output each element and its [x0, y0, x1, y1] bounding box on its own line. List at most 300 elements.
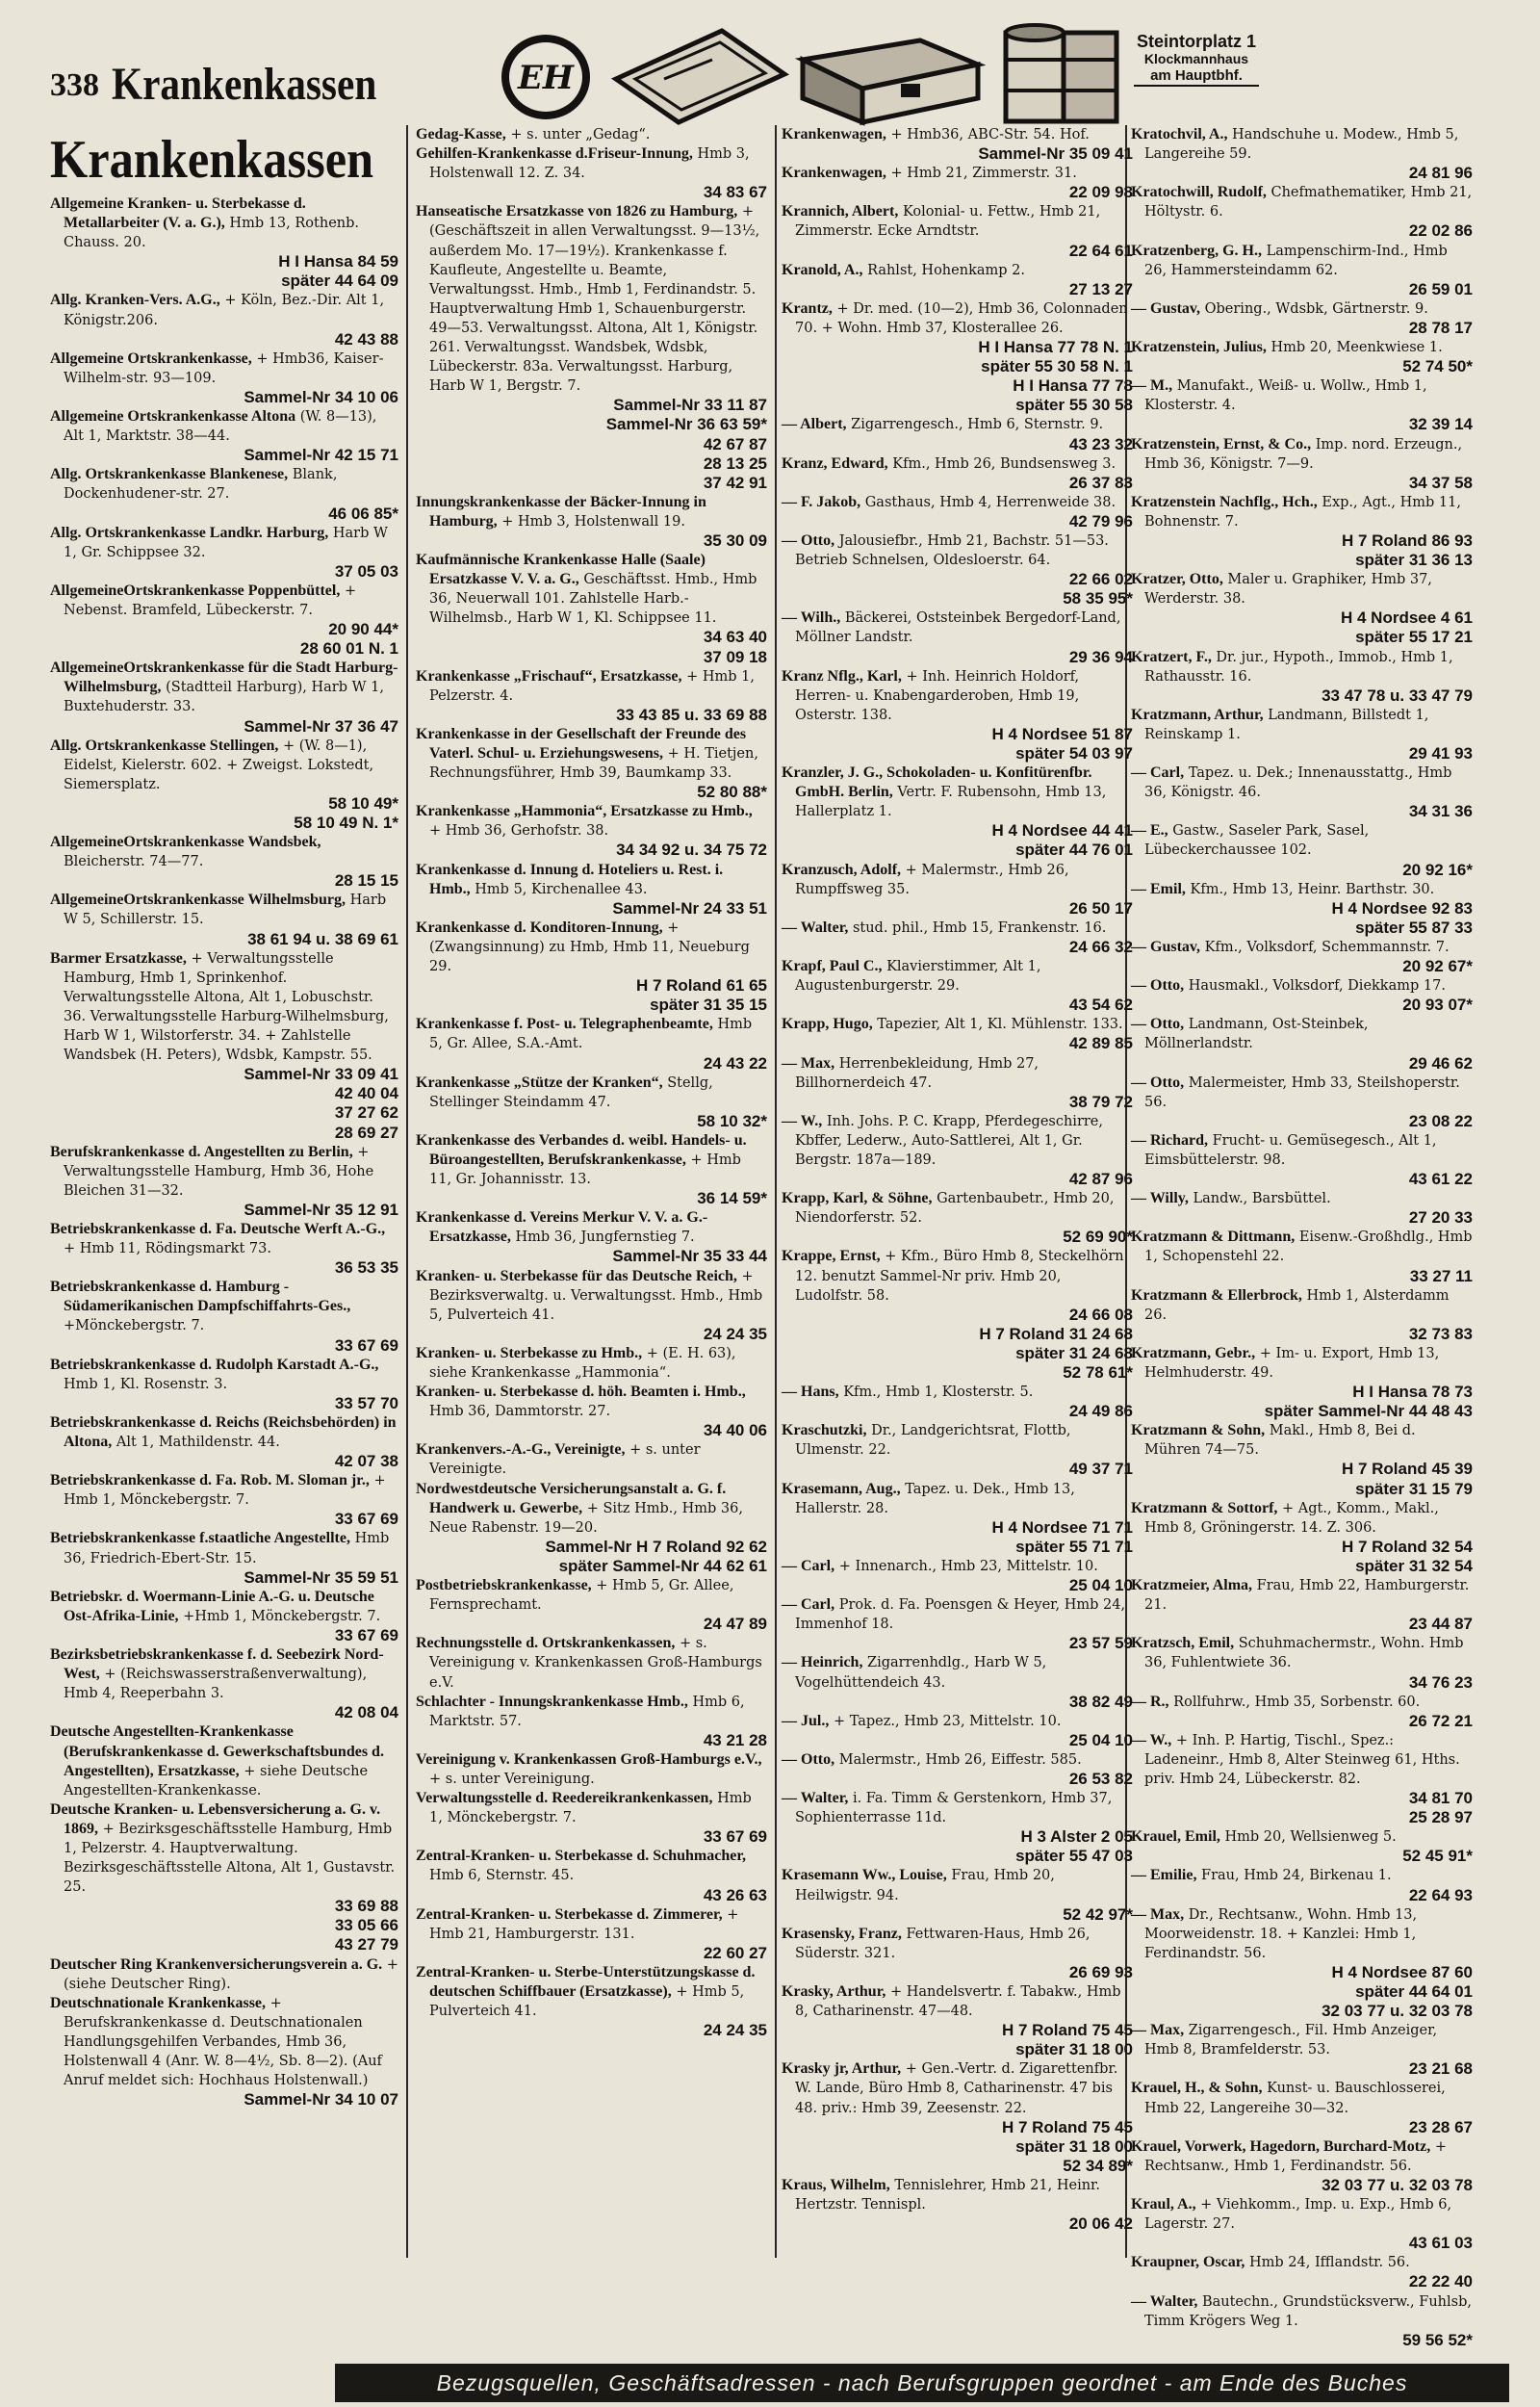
phone-number: 20 90 44* — [328, 620, 398, 639]
directory-entry — [782, 454, 1133, 493]
phone-number: 43 61 03 — [1408, 2234, 1473, 2253]
entry-details: + Hmb36, ABC-Str. 54. Hof. — [890, 127, 1090, 142]
directory-entry — [1131, 183, 1473, 241]
entry-name: Kraus, Wilhelm, — [782, 2176, 890, 2193]
directory-entry — [50, 659, 398, 736]
directory-entry — [1131, 880, 1473, 938]
phone-number: 24 24 35 — [703, 2021, 767, 2040]
directory-entry — [1131, 2292, 1473, 2350]
directory-entry — [782, 1189, 1133, 1247]
entry-details: Tapez. u. Dek., Hmb 13, Hallerstr. 28. — [795, 1481, 1075, 1516]
phone-number: 42 79 96 — [1068, 511, 1133, 531]
phone-number: 35 30 09 — [703, 531, 767, 550]
entry-name: — Otto, — [1131, 977, 1185, 995]
entry-details: + Hmb 21, Hamburgerstr. 131. — [429, 1906, 739, 1942]
entry-name: — Jul., — [782, 1712, 830, 1729]
address-block — [1134, 33, 1259, 87]
entry-details: Hmb 13, Rothenb. Chauss. 20. — [64, 216, 359, 251]
directory-entry — [1131, 1693, 1473, 1731]
phone-number: 26 50 17 — [1068, 898, 1133, 918]
phone-number: 33 43 85 u. 33 69 88 — [616, 705, 767, 724]
phone-number: H 4 Nordsee 51 87 — [991, 724, 1133, 743]
phone-number: 42 89 85 — [1068, 1034, 1133, 1053]
entry-details: + (Reichswasserstraßenverwaltung), Hmb 4, Reeperbahn 3. — [64, 1667, 368, 1702]
directory-entry — [1131, 1189, 1473, 1228]
phone-number: 42 08 04 — [334, 1703, 398, 1722]
entry-name: Allgemeine Ortskrankenkasse Altona — [50, 408, 296, 426]
phone-number: 43 26 63 — [703, 1885, 767, 1904]
entry-details: Kunst- u. Bauschlosserei, Hmb 22, Langereihe 30—32. — [1144, 2081, 1446, 2116]
phone-number: Sammel-Nr 37 36 47 — [244, 716, 398, 736]
entry-name: Kraschutzki, — [782, 1422, 867, 1439]
directory-entry — [50, 1588, 398, 1645]
phone-number: H 3 Alster 2 05 — [1020, 1827, 1133, 1847]
entry-name: Rechnungsstelle d. Ortskrankenkassen, — [416, 1635, 676, 1652]
directory-entry — [1131, 938, 1473, 976]
entry-details: (Stadtteil Harburg), Harb W 1, Buxtehuderstr. 33. — [64, 680, 384, 715]
phone-number: H 4 Nordsee 44 41 — [991, 821, 1133, 841]
phone-number: 37 09 18 — [703, 647, 767, 666]
phone-number: später 31 18 00 — [1015, 2040, 1133, 2059]
entry-name: — Gustav, — [1131, 299, 1201, 317]
entry-name: Krapp, Karl, & Söhne, — [782, 1190, 933, 1207]
phone-number: später 31 32 54 — [1355, 1556, 1473, 1575]
directory-entry — [1131, 1866, 1473, 1904]
entry-name: Krankenvers.-A.-G., Vereinigte, — [416, 1441, 626, 1459]
directory-entry — [50, 349, 398, 407]
entry-details: + Hmb 3, Holstenwall 19. — [501, 513, 685, 530]
entry-details: Hmb 3, Holstenwall 12. Z. 34. — [429, 146, 750, 182]
directory-entry — [416, 725, 767, 802]
entry-details: Frucht- u. Gemüsegesch., Alt 1, Eimsbüttelerstr. 98. — [1144, 1132, 1437, 1168]
entry-name: Kratzenstein, Ernst, & Co., — [1131, 435, 1312, 453]
directory-entry — [782, 1925, 1133, 1982]
entry-details: + Sitz Hmb., Hmb 36, Neue Rabenstr. 19—20. — [429, 1500, 743, 1536]
directory-entry — [782, 1595, 1133, 1653]
directory-entry — [416, 202, 767, 492]
phone-number: 20 06 42 — [1068, 2214, 1133, 2234]
directory-entry — [782, 1247, 1133, 1383]
entry-details: +Mönckebergstr. 7. — [64, 1318, 205, 1334]
phone-number: 43 21 28 — [703, 1730, 767, 1749]
entry-name: Kaufmännische Krankenkasse Halle (Saale) Ersatzkasse V. V. a. G., — [416, 552, 706, 588]
directory-entry — [1131, 1499, 1473, 1576]
phone-number: 22 02 86 — [1408, 221, 1473, 241]
entry-details: Manufakt., Weiß- u. Wollw., Hmb 1, Klosterstr. 4. — [1144, 378, 1427, 414]
directory-columns — [50, 125, 1513, 2349]
directory-entry — [50, 524, 398, 582]
phone-number: H I Hansa 84 59 — [278, 252, 398, 272]
phone-number: 28 15 15 — [334, 871, 398, 891]
directory-entry — [1131, 1074, 1473, 1131]
entry-details: + Nebenst. Bramfeld, Lübeckerstr. 7. — [64, 582, 357, 618]
entry-details: Obering., Wdsbk, Gärtnerstr. 9. — [1204, 300, 1428, 317]
entry-details: Hmb 5, Kirchenallee 43. — [475, 881, 648, 897]
entry-details: + Innenarch., Hmb 23, Mittelstr. 10. — [838, 1558, 1098, 1574]
entry-details: Kfm., Hmb 26, Bundsensweg 3. — [892, 455, 1116, 472]
phone-number: 37 42 91 — [703, 473, 767, 492]
phone-number: 52 45 91* — [1402, 1847, 1473, 1866]
entry-details: Klavierstimmer, Alt 1, Augustenburgerstr. 29. — [795, 959, 1041, 995]
phone-number: später 31 15 79 — [1355, 1479, 1473, 1498]
phone-number: später 31 18 00 — [1015, 2136, 1133, 2156]
phone-number: später 44 64 01 — [1355, 1982, 1473, 2001]
phone-number: 38 82 49 — [1068, 1692, 1133, 1711]
entry-name: — Albert, — [782, 416, 847, 433]
entry-name: — Walter, — [1131, 2292, 1198, 2310]
entry-name: Krankenkasse in der Gesellschaft der Freunde des Vaterl. Schul- u. Erziehungswesens, — [416, 725, 747, 762]
entry-name: Krasensky, Franz, — [782, 1925, 902, 1942]
section-heading: Krankenkassen — [50, 130, 374, 190]
directory-entry — [782, 493, 1133, 531]
entry-name: Krasemann Ww., Louise, — [782, 1867, 947, 1884]
entry-details: Dr., Rechtsanw., Wohn. Hmb 13, Moorweidenstr. 18. + Kanzlei: Hmb 1, Ferdinandstr. 56. — [1144, 1906, 1418, 1961]
entry-name: Kratzmann & Dittmann, — [1131, 1229, 1296, 1246]
entry-name: Krankenkasse f. Post- u. Telegraphenbeamte, — [416, 1016, 713, 1033]
entry-details: + (Geschäftszeit in allen Verwaltungsst. 9—13½, außerdem Mo. 17—19½). Krankenkasse f. Kaufleute, Angestellte u. Beamte, Verwaltungsst. Hmb., Hmb 1, Ferdinandstr. 5. Hauptverwaltung Hmb 1, Schauenburgerstr. 49—53. Verwaltungsst. Altona, Alt 1, Königstr. 261. Verwaltungsst. Wandsbek, Wdsbk, Lübeckerstr. 83a. Verwaltungsst. Harburg, Harb W 1, Bergstr. 7. — [429, 204, 760, 395]
entry-details: Hmb 36, Friedrich-Ebert-Str. 15. — [64, 1531, 390, 1566]
directory-entry — [416, 1750, 767, 1789]
directory-entry — [50, 291, 398, 349]
entry-details: Zigarrengesch., Fil. Hmb Anzeiger, Hmb 8, Bramfelderstr. 53. — [1144, 2023, 1438, 2058]
entry-details: i. Fa. Timm & Gerstenkorn, Hmb 37, Sophienterrasse 11d. — [795, 1791, 1113, 1826]
column-divider — [406, 125, 408, 2258]
entry-name: Krankenwagen, — [782, 165, 886, 182]
phone-number: 34 40 06 — [703, 1421, 767, 1440]
phone-number: H 7 Roland 61 65 — [635, 976, 767, 996]
phone-number: 52 74 50* — [1402, 357, 1473, 376]
phone-number: 34 31 36 — [1408, 802, 1473, 821]
address-line-3: am Hauptbhf. — [1134, 67, 1259, 87]
entry-name: Kratzenstein, Julius, — [1131, 339, 1267, 356]
directory-entry — [416, 802, 767, 860]
phone-number: 42 07 38 — [334, 1452, 398, 1471]
eh-logo-icon — [493, 29, 599, 125]
directory-entry — [782, 1866, 1133, 1924]
directory-entry — [416, 1693, 767, 1750]
entry-details: Hausmakl., Volksdorf, Diekkamp 17. — [1188, 978, 1446, 995]
entry-name: Kranken- u. Sterbekasse für das Deutsche Reich, — [416, 1267, 737, 1284]
phone-number: 27 13 27 — [1068, 279, 1133, 298]
entry-name: Betriebskrankenkasse d. Fa. Rob. M. Sloman jr., — [50, 1472, 370, 1489]
phone-number: 58 10 49 N. 1* — [294, 814, 398, 832]
entry-details: + Dr. med. (10—2), Hmb 36, Colonnaden 70. + Wohn. Hmb 37, Klosterallee 26. — [795, 300, 1128, 336]
entry-name: Schlachter - Innungskrankenkasse Hmb., — [416, 1693, 688, 1710]
entry-details: Zigarrengesch., Hmb 6, Sternstr. 9. — [851, 417, 1104, 433]
phone-number: 33 67 69 — [703, 1827, 767, 1847]
phone-number: 58 35 95* — [1063, 589, 1133, 608]
directory-entry — [50, 1143, 398, 1220]
directory-entry — [1131, 1731, 1473, 1827]
entry-details: Landmann, Ost-Steinbek, Möllnerlandstr. — [1144, 1017, 1369, 1052]
phone-number: 22 22 40 — [1408, 2272, 1473, 2291]
directory-entry — [50, 1220, 398, 1278]
entry-name: Gehilfen-Krankenkasse d.Friseur-Innung, — [416, 145, 693, 163]
entry-name: Krauel, Emil, — [1131, 1828, 1220, 1846]
address-line-1: Steintorplatz 1 — [1136, 32, 1256, 51]
entry-name: Kratzenstein Nachflg., Hch., — [1131, 493, 1318, 510]
phone-number: H 7 Roland 32 54 — [1341, 1537, 1473, 1556]
entry-name: Allg. Ortskrankenkasse Stellingen, — [50, 737, 279, 754]
entry-details: Harb W 1, Gr. Schippsee 32. — [64, 525, 388, 560]
entry-details: + Hmb 36, Gerhofstr. 38. — [429, 823, 609, 840]
entry-details: Bautechn., Grundstücksverw., Fuhlsb, Timm Krögers Weg 1. — [1144, 2293, 1472, 2329]
phone-number: Sammel-Nr 24 33 51 — [612, 898, 767, 918]
phone-number: 42 67 87 — [703, 434, 767, 453]
directory-entry — [782, 957, 1133, 1015]
entry-details: Hmb 20, Wellsienweg 5. — [1224, 1829, 1397, 1846]
phone-number: 28 78 17 — [1408, 318, 1473, 337]
entry-name: Bezirksbetriebskrankenkasse f. d. Seebezirk Nord-West, — [50, 1646, 384, 1683]
directory-entry — [1131, 1421, 1473, 1498]
phone-number: später 44 76 01 — [1015, 841, 1133, 860]
entry-details: Dr., Landgerichtsrat, Flottb, Ulmenstr. 22. — [795, 1423, 1071, 1459]
directory-entry — [782, 261, 1133, 299]
entry-details: Malermstr., Hmb 26, Eiffestr. 585. — [838, 1751, 1082, 1768]
entry-name: Krankenkasse d. Vereins Merkur V. V. a. G.-Ersatzkasse, — [416, 1209, 708, 1246]
phone-number: 43 27 79 — [334, 1935, 398, 1954]
entry-details: + Hmb 21, Zimmerstr. 31. — [890, 166, 1077, 182]
entry-details: Hmb 5, Gr. Allee, S.A.-Amt. — [429, 1017, 753, 1052]
phone-number: 26 53 82 — [1068, 1769, 1133, 1788]
entry-name: Betriebskr. d. Woermann-Linie A.-G. u. Deutsche Ost-Afrika-Linie, — [50, 1588, 374, 1624]
entry-details: Vertr. F. Rubensohn, Hmb 13, Hallerplatz 1. — [795, 785, 1107, 820]
entry-name: Allgemeine Ortskrankenkasse, — [50, 349, 252, 367]
phone-number: Sammel-Nr 35 59 51 — [244, 1567, 398, 1587]
phone-number: 42 43 88 — [334, 329, 398, 349]
directory-entry — [416, 1074, 767, 1131]
phone-number: 34 76 23 — [1408, 1672, 1473, 1692]
entry-details: Gartenbaubetr., Hmb 20, Niendorferstr. 52. — [795, 1191, 1115, 1227]
phone-number: Sammel-Nr 35 33 44 — [612, 1247, 767, 1266]
phone-number: 33 05 66 — [334, 1916, 398, 1935]
entry-details: +Hmb 1, Mönckebergstr. 7. — [183, 1608, 381, 1624]
phone-number: 25 28 97 — [1408, 1808, 1473, 1827]
briefcase-open-icon — [606, 21, 789, 127]
entry-name: — Max, — [1131, 2022, 1185, 2039]
phone-number: 33 67 69 — [334, 1335, 398, 1355]
entry-name: Krapp, Hugo, — [782, 1016, 873, 1033]
entry-name: Krauel, H., & Sohn, — [1131, 2080, 1263, 2097]
directory-entry — [782, 919, 1133, 957]
directory-entry — [782, 2176, 1133, 2234]
entry-details: Jalousiefbr., Hmb 21, Bachstr. 51—53. Betrieb Schnelsen, Oldesloerstr. 64. — [795, 532, 1109, 569]
directory-entry — [416, 1963, 767, 2040]
entry-details: + Hmb 1, Mönckebergstr. 7. — [64, 1473, 386, 1509]
directory-entry — [416, 919, 767, 1015]
entry-details: Imp. nord. Erzeugn., Hmb 36, Königstr. 7—9. — [1144, 436, 1463, 472]
directory-entry — [50, 1471, 398, 1529]
entry-name: — Emil, — [1131, 880, 1186, 897]
entry-name: — Walter, — [782, 1790, 849, 1807]
phone-number: später 55 17 21 — [1355, 628, 1473, 647]
entry-details: Maler u. Graphiker, Hmb 37, Werderstr. 38. — [1144, 572, 1432, 608]
entry-details: Landw., Barsbüttel. — [1193, 1191, 1331, 1207]
directory-entry — [416, 1576, 767, 1634]
entry-name: — Gustav, — [1131, 938, 1201, 955]
phone-number: 33 57 70 — [334, 1393, 398, 1412]
directory-entry — [416, 1905, 767, 1963]
directory-entry — [1131, 2137, 1473, 2195]
directory-entry — [1131, 338, 1473, 376]
directory-entry — [50, 1800, 398, 1955]
directory-entry — [782, 125, 1133, 164]
directory-entry — [1131, 1015, 1473, 1073]
entry-name: Krapf, Paul C., — [782, 958, 883, 975]
directory-entry — [782, 1982, 1133, 2059]
phone-number: H 4 Nordsee 87 60 — [1331, 1962, 1473, 1981]
phone-number: 22 64 61 — [1068, 241, 1133, 260]
directory-entry — [782, 1712, 1133, 1750]
phone-number: H I Hansa 77 78 N. 1 — [978, 338, 1133, 357]
entry-details: + Hmb 1, Pelzerstr. 4. — [429, 668, 755, 704]
entry-details: Hmb 20, Meenkwiese 1. — [1270, 340, 1443, 356]
entry-name: Deutschnationale Krankenkasse, — [50, 1994, 267, 2011]
directory-entry — [416, 551, 767, 667]
entry-details: Herrenbekleidung, Hmb 27, Billhornerdeich 47. — [795, 1055, 1040, 1091]
entry-name: Kratzmann & Sohn, — [1131, 1422, 1266, 1439]
entry-name: AllgemeineOrtskrankenkasse Wilhelmsburg, — [50, 892, 346, 909]
directory-entry — [50, 1722, 398, 1799]
phone-number: 24 81 96 — [1408, 164, 1473, 183]
directory-entry — [416, 144, 767, 202]
phone-number: Sammel-Nr 34 10 07 — [244, 2090, 398, 2109]
entry-details: Rollfuhrw., Hmb 35, Sorbenstr. 60. — [1173, 1694, 1421, 1710]
directory-entry — [50, 737, 398, 833]
entry-details: + Verwaltungsstelle Hamburg, Hmb 36, Hohe Bleichen 31—32. — [64, 1144, 374, 1199]
entry-name: Verwaltungsstelle d. Reedereikrankenkassen, — [416, 1790, 713, 1807]
entry-details: Frau, Hmb 24, Birkenau 1. — [1201, 1868, 1392, 1884]
phone-number: 43 61 22 — [1408, 1170, 1473, 1189]
directory-entry — [416, 1480, 767, 1576]
directory-entry — [1131, 299, 1473, 338]
phone-number: 23 21 68 — [1408, 2059, 1473, 2079]
directory-entry — [1131, 1131, 1473, 1189]
entry-details: Alt 1, Mathildenstr. 44. — [116, 1435, 280, 1450]
footer-text: Bezugsquellen, Geschäftsadressen - nach Berufsgruppen geordnet - am Ende des Buches — [436, 2369, 1408, 2395]
entry-name: — F. Jakob, — [782, 493, 861, 510]
phone-number: H I Hansa 78 73 — [1352, 1383, 1473, 1402]
phone-number: später 54 03 97 — [1015, 744, 1133, 763]
phone-number: H 7 Roland 45 39 — [1341, 1460, 1473, 1479]
phone-number: 32 03 77 u. 32 03 78 — [1322, 2002, 1473, 2021]
entry-name: Betriebskrankenkasse d. Reichs (Reichsbehörden) in Altona, — [50, 1413, 397, 1450]
entry-name: Hanseatische Ersatzkasse von 1826 zu Hamburg, — [416, 203, 738, 220]
entry-name: Kratzmeier, Alma, — [1131, 1577, 1253, 1594]
entry-details: Hmb 1, Mönckebergstr. 7. — [429, 1791, 752, 1826]
directory-entry — [1131, 764, 1473, 821]
directory-entry — [782, 202, 1133, 260]
directory-entry — [782, 1557, 1133, 1595]
entry-name: Krasky, Arthur, — [782, 1983, 886, 2000]
entry-details: Fettwaren-Haus, Hmb 26, Süderstr. 321. — [795, 1926, 1091, 1961]
directory-entry — [50, 891, 398, 948]
entry-name: Krankenkasse des Verbandes d. weibl. Handels- u. Büroangestellten, Berufskrankenkasse, — [416, 1131, 747, 1168]
directory-entry — [1131, 1905, 1473, 2022]
phone-number: 49 37 71 — [1068, 1460, 1133, 1479]
directory-entry — [782, 531, 1133, 608]
phone-number: 33 67 69 — [334, 1625, 398, 1644]
phone-number: 22 64 93 — [1408, 1885, 1473, 1904]
entry-details: Tapez. u. Dek.; Innenausstattg., Hmb 36, Königstr. 46. — [1144, 765, 1452, 801]
directory-entry — [1131, 2253, 1473, 2291]
phone-number: 29 41 93 — [1408, 744, 1473, 763]
directory-entry — [416, 1634, 767, 1692]
phone-number: später 44 64 09 — [281, 272, 398, 291]
phone-number: 20 93 07* — [1402, 996, 1473, 1015]
entry-details: Hmb 36, Jungfernstieg 7. — [515, 1229, 695, 1246]
entry-details: + Hmb 5, Gr. Allee, Fernsprechamt. — [429, 1578, 734, 1614]
entry-name: Deutscher Ring Krankenversicherungsverein a. G. — [50, 1955, 383, 1973]
phone-number: H I Hansa 77 78 — [1013, 376, 1133, 396]
phone-number: 52 69 90* — [1063, 1228, 1133, 1247]
entry-name: Krantz, — [782, 299, 833, 317]
page-header — [0, 0, 1540, 125]
phone-number: Sammel-Nr 34 10 06 — [244, 387, 398, 406]
directory-entry — [416, 1383, 767, 1440]
phone-number: 24 49 86 — [1068, 1402, 1133, 1421]
column-divider — [775, 125, 777, 2258]
phone-number: 34 37 58 — [1408, 473, 1473, 492]
directory-entry — [1131, 1286, 1473, 1344]
entry-details: + Hmb 11, Rödingsmarkt 73. — [64, 1241, 271, 1257]
phone-number: Sammel-Nr 33 11 87 — [613, 396, 767, 415]
entry-details: + Verwaltungsstelle Hamburg, Hmb 1, Sprinkenhof. Verwaltungsstelle Altona, Alt 1, Lobuschstr. 36. Verwaltungsstelle Harburg-Wilhelmsburg, Harb W 1, Wilstorferstr. 34. + Zahlstelle Wandsbek (H. Peters), Wdsbk, Kampstr. 55. — [64, 950, 389, 1064]
entry-name: Kratzer, Otto, — [1131, 571, 1223, 588]
directory-entry — [1131, 570, 1473, 647]
directory-entry — [416, 493, 767, 551]
phone-number: 38 79 72 — [1068, 1092, 1133, 1111]
directory-entry — [782, 1480, 1133, 1557]
entry-details: Handschuhe u. Modew., Hmb 5, Langereihe 59. — [1144, 127, 1459, 163]
entry-name: Zentral-Kranken- u. Sterbe-Unterstützungskasse d. deutschen Schiffbauer (Ersatzkasse), — [416, 1963, 756, 2000]
entry-details: + Rechtsanw., Hmb 1, Ferdinandstr. 56. — [1144, 2138, 1447, 2174]
entry-details: + Handelsvertr. f. Tabakw., Hmb 8, Catharinenstr. 47—48. — [795, 1984, 1121, 2020]
entry-name: Krankenkasse d. Konditoren-Innung, — [416, 919, 663, 936]
directory-entry — [50, 407, 398, 465]
phone-number: 33 69 88 — [334, 1897, 398, 1916]
phone-number: 23 28 67 — [1408, 2117, 1473, 2136]
entry-name: Kratochvil, A., — [1131, 126, 1228, 142]
directory-entry — [782, 164, 1133, 202]
phone-number: 24 47 89 — [703, 1615, 767, 1634]
entry-name: — Walter, — [782, 919, 849, 936]
page-number: 338 — [50, 67, 99, 103]
entry-details: Hmb 1, Alsterdamm 26. — [1144, 1287, 1450, 1323]
entry-details: Zigarrenhdlg., Harb W 5, Vogelhüttendeich 43. — [795, 1655, 1047, 1691]
entry-name: Krappe, Ernst, — [782, 1248, 881, 1265]
directory-entry — [1131, 242, 1473, 299]
entry-details: + Agt., Komm., Makl., Hmb 8, Gröningerstr. 14. Z. 306. — [1144, 1500, 1439, 1536]
directory-entry — [50, 465, 398, 523]
entry-details: Makl., Hmb 8, Bei d. Mühren 74—75. — [1144, 1423, 1416, 1459]
entry-name: Kranken- u. Sterbekasse d. höh. Beamten i. Hmb., — [416, 1384, 746, 1401]
entry-name: Zentral-Kranken- u. Sterbekasse d. Schuhmacher, — [416, 1848, 746, 1865]
phone-number: 29 36 94 — [1068, 647, 1133, 666]
phone-number: H 4 Nordsee 71 71 — [991, 1517, 1133, 1537]
entry-name: Krankenwagen, — [782, 126, 886, 142]
phone-number: 20 92 67* — [1402, 957, 1473, 976]
phone-number: 43 54 62 — [1068, 996, 1133, 1015]
entry-details: + Viehkomm., Imp. u. Exp., Hmb 6, Lagerstr. 27. — [1144, 2197, 1452, 2233]
entry-details: + Inh. P. Hartig, Tischl., Spez.: Ladeneinr., Hmb 8, Alter Steinweg 61, Hths. priv. Hmb 24, Lübeckerstr. 82. — [1144, 1732, 1460, 1787]
entry-details: Landmann, Billstedt 1, Reinskamp 1. — [1144, 707, 1429, 742]
phone-number: 22 09 98 — [1068, 183, 1133, 202]
entry-details: Blank, Dockenhudener-str. 27. — [64, 467, 338, 503]
directory-entry — [1131, 2195, 1473, 2253]
entry-details: Tennislehrer, Hmb 21, Heinr. Hertzstr. Tennispl. — [795, 2177, 1100, 2213]
entry-name: Krankenkasse „Stütze der Kranken“, — [416, 1074, 663, 1091]
